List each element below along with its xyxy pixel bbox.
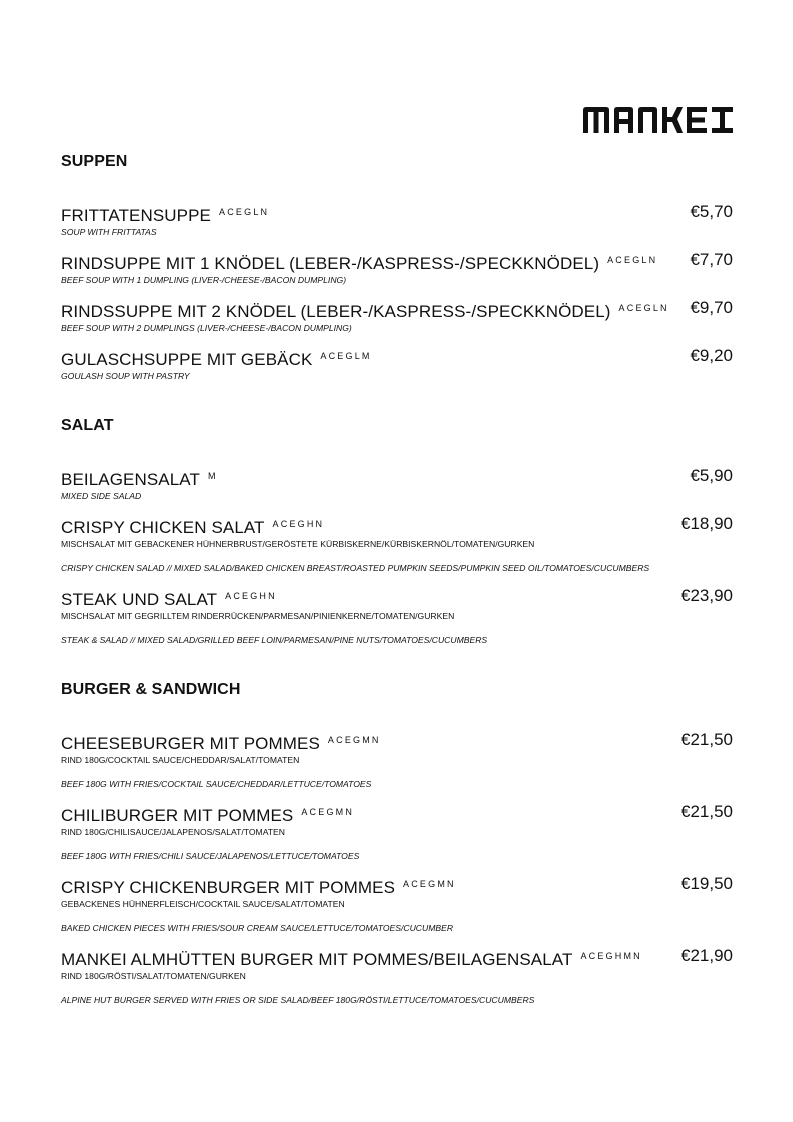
item-name: GULASCHSUPPE MIT GEBÄCK [61, 350, 313, 369]
item-description-de: MISCHSALAT MIT GEBACKENER HÜHNERBRUST/GERÖSTETE KÜRBISKERNE/KÜRBISKERNÖL/TOMATEN/GURKEN [61, 539, 535, 549]
item-name: FRITTATENSUPPE [61, 206, 212, 225]
item-allergens: M [207, 471, 218, 481]
item-description-de: GEBACKENES HÜHNERFLEISCH/COCKTAIL SAUCE/SALAT/TOMATEN [61, 899, 345, 909]
menu-item [61, 249, 733, 286]
section-suppen [61, 152, 733, 382]
menu-item [61, 297, 733, 334]
item-allergens: ACEGLN [219, 207, 270, 217]
item-price: €5,70 [690, 202, 733, 221]
menu-item [61, 465, 733, 502]
item-description-en: CRISPY CHICKEN SALAD // MIXED SALAD/BAKED CHICKEN BREAST/ROASTED PUMPKIN SEEDS/PUMPKIN SEED OIL/TOMATOES/CUCUMBERS [61, 563, 650, 573]
item-price: €9,20 [690, 346, 733, 365]
item-description-en: BEEF SOUP WITH 1 DUMPLING (LIVER-/CHEESE-/BACON DUMPLING) [61, 275, 347, 285]
item-allergens: ACEGMN [301, 807, 355, 817]
item-allergens: ACEGHN [272, 519, 325, 529]
item-price: €5,90 [690, 466, 733, 485]
item-price: €21,50 [681, 730, 733, 749]
item-description-en: GOULASH SOUP WITH PASTRY [61, 371, 190, 381]
mankei-logo-icon [583, 107, 733, 133]
item-description-de: RIND 180G/RÖSTI/SALAT/TOMATEN/GURKEN [61, 971, 246, 981]
item-price: €9,70 [690, 298, 733, 317]
item-price: €21,50 [681, 802, 733, 821]
item-price: €23,90 [681, 586, 733, 605]
item-name: CHILIBURGER MIT POMMES [61, 806, 294, 825]
item-allergens: ACEGHN [225, 591, 277, 601]
menu-item [61, 585, 733, 646]
item-description-en: STEAK & SALAD // MIXED SALAD/GRILLED BEEF LOIN/PARMESAN/PINE NUTS/TOMATOES/CUCUMBERS [61, 635, 488, 645]
item-price: €19,50 [681, 874, 733, 893]
item-description-en: ALPINE HUT BURGER SERVED WITH FRIES OR SIDE SALAD/BEEF 180G/RÖSTI/LETTUCE/TOMATOES/CUCUMBERS [61, 995, 535, 1005]
item-name: CRISPY CHICKEN SALAT [61, 518, 265, 537]
item-description-en: BEEF 180G WITH FRIES/COCKTAIL SAUCE/CHEDDAR/LETTUCE/TOMATOES [61, 779, 372, 789]
item-name: RINDSUPPE MIT 1 KNÖDEL (LEBER-/KASPRESS-/SPECKKNÖDEL) [61, 254, 600, 273]
section-salat [61, 416, 733, 646]
item-description-en: BEEF 180G WITH FRIES/CHILI SAUCE/JALAPENOS/LETTUCE/TOMATOES [61, 851, 360, 861]
brand-logo [583, 107, 733, 133]
section-title: BURGER & SANDWICH [61, 681, 241, 698]
item-name: CRISPY CHICKENBURGER MIT POMMES [61, 878, 396, 897]
item-name: RINDSSUPPE MIT 2 KNÖDEL (LEBER-/KASPRESS-/SPECKKNÖDEL) [61, 302, 611, 321]
menu-item [61, 513, 733, 574]
menu-item [61, 201, 733, 238]
item-name: STEAK UND SALAT [61, 590, 218, 609]
menu-item [61, 345, 733, 382]
section-title: SALAT [61, 417, 114, 434]
menu-item [61, 873, 733, 934]
item-description-de: RIND 180G/CHILISAUCE/JALAPENOS/SALAT/TOMATEN [61, 827, 285, 837]
menu-item [61, 729, 733, 790]
item-description-en: MIXED SIDE SALAD [61, 491, 142, 501]
item-allergens: ACEGLM [320, 351, 372, 361]
item-description-en: BAKED CHICKEN PIECES WITH FRIES/SOUR CREAM SAUCE/LETTUCE/TOMATOES/CUCUMBER [61, 923, 454, 933]
item-name: BEILAGENSALAT [61, 470, 200, 489]
item-allergens: ACEGHMN [580, 951, 642, 961]
section-title: SUPPEN [61, 153, 128, 170]
item-description-en: BEEF SOUP WITH 2 DUMPLINGS (LIVER-/CHEESE-/BACON DUMPLING) [61, 323, 352, 333]
item-price: €7,70 [690, 250, 733, 269]
item-description-de: MISCHSALAT MIT GEGRILLTEM RINDERRÜCKEN/PARMESAN/PINIENKERNE/TOMATEN/GURKEN [61, 611, 455, 621]
item-price: €18,90 [681, 514, 733, 533]
item-allergens: ACEGLN [618, 303, 669, 313]
item-name: MANKEI ALMHÜTTEN BURGER MIT POMMES/BEILAGENSALAT [61, 950, 573, 969]
item-allergens: ACEGMN [403, 879, 456, 889]
item-allergens: ACEGLN [607, 255, 658, 265]
item-name: CHEESEBURGER MIT POMMES [61, 734, 320, 753]
item-allergens: ACEGMN [327, 735, 381, 745]
menu-item [61, 801, 733, 862]
item-price: €21,90 [681, 946, 733, 965]
item-description-en: SOUP WITH FRITTATAS [61, 227, 157, 237]
item-description-de: RIND 180G/COCKTAIL SAUCE/CHEDDAR/SALAT/TOMATEN [61, 755, 300, 765]
menu-item [61, 945, 733, 1006]
section-burger-sandwich [61, 680, 733, 1006]
